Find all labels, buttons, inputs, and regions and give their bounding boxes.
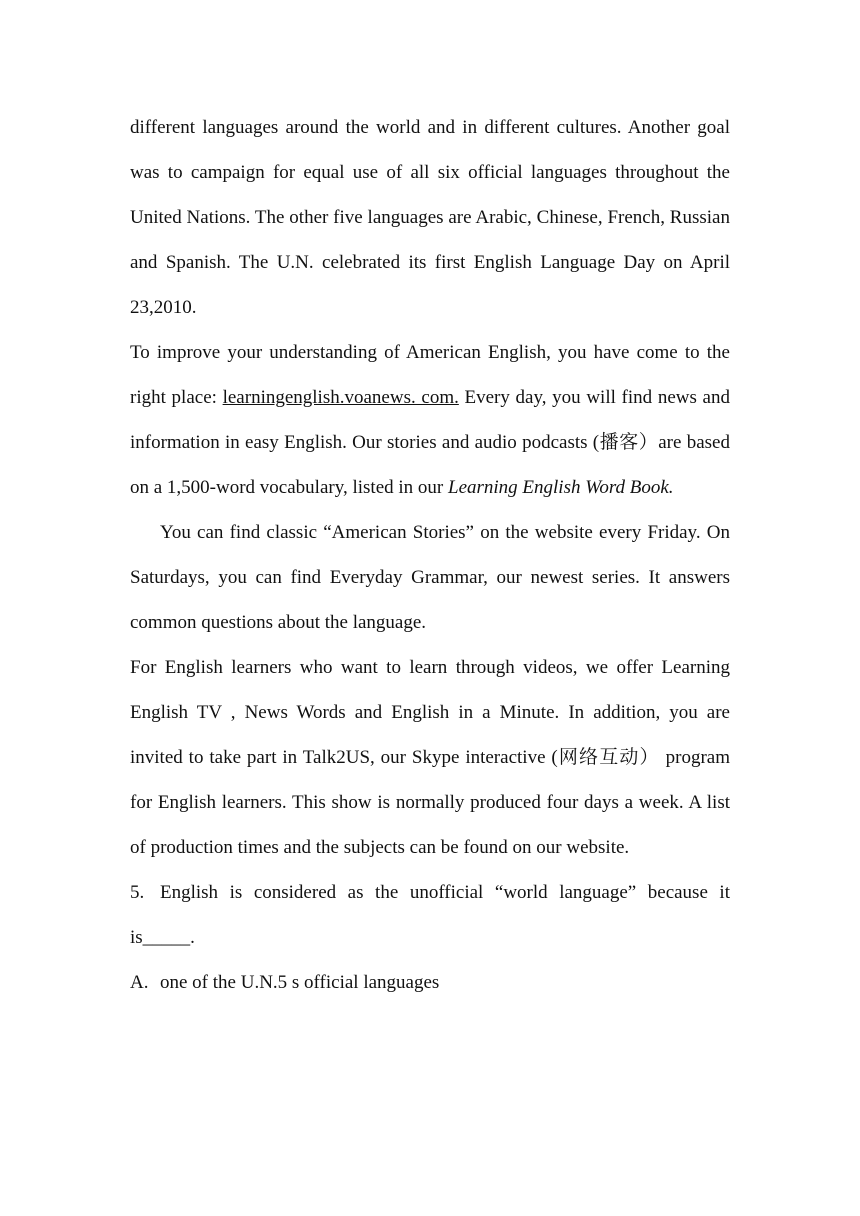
- website-link[interactable]: learningenglish.voanews. com.: [222, 387, 459, 408]
- paragraph-text: To improve your understanding of American English, you have come to the right place:: [130, 342, 730, 408]
- option-a: [130, 960, 730, 1005]
- paragraph-videos: For English learners who want to learn through videos, we offer Learning English TV , News Words and English in a Minute. In addition, you are invited to take part in Talk2US, our Skype interactive (网络互动） program for English learners. This show is normally produced four days a week. A list of production times and the subjects can be found on our website.: [130, 657, 730, 858]
- question-5: [130, 870, 730, 960]
- book-title: Learning English Word Book.: [448, 477, 674, 498]
- paragraph-text: Every day, you will find news and information in easy English. Our stories and audio podcasts (播客）are based on a 1,500-word vocabulary, listed in our: [130, 387, 730, 498]
- document-page: [130, 105, 730, 1005]
- paragraph-american-stories: You can find classic “American Stories” on the website every Friday. On Saturdays, you can find Everyday Grammar, our newest series. It answers common questions about the language.: [130, 522, 730, 633]
- option-label: A.: [130, 972, 149, 993]
- option-text: one of the U.N.5 s official languages: [160, 972, 440, 993]
- question-number: 5.: [130, 882, 145, 903]
- paragraph-languages: different languages around the world and in different cultures. Another goal was to campaign for equal use of all six official languages throughout the United Nations. The other five languages are Arabic, Chinese, French, Russian and Spanish. The U.N. celebrated its first English Language Day on April 23,2010.: [130, 117, 730, 318]
- paragraph-voa-website: [130, 330, 730, 510]
- question-text: English is considered as the unofficial “world language” because it is_____.: [130, 882, 730, 948]
